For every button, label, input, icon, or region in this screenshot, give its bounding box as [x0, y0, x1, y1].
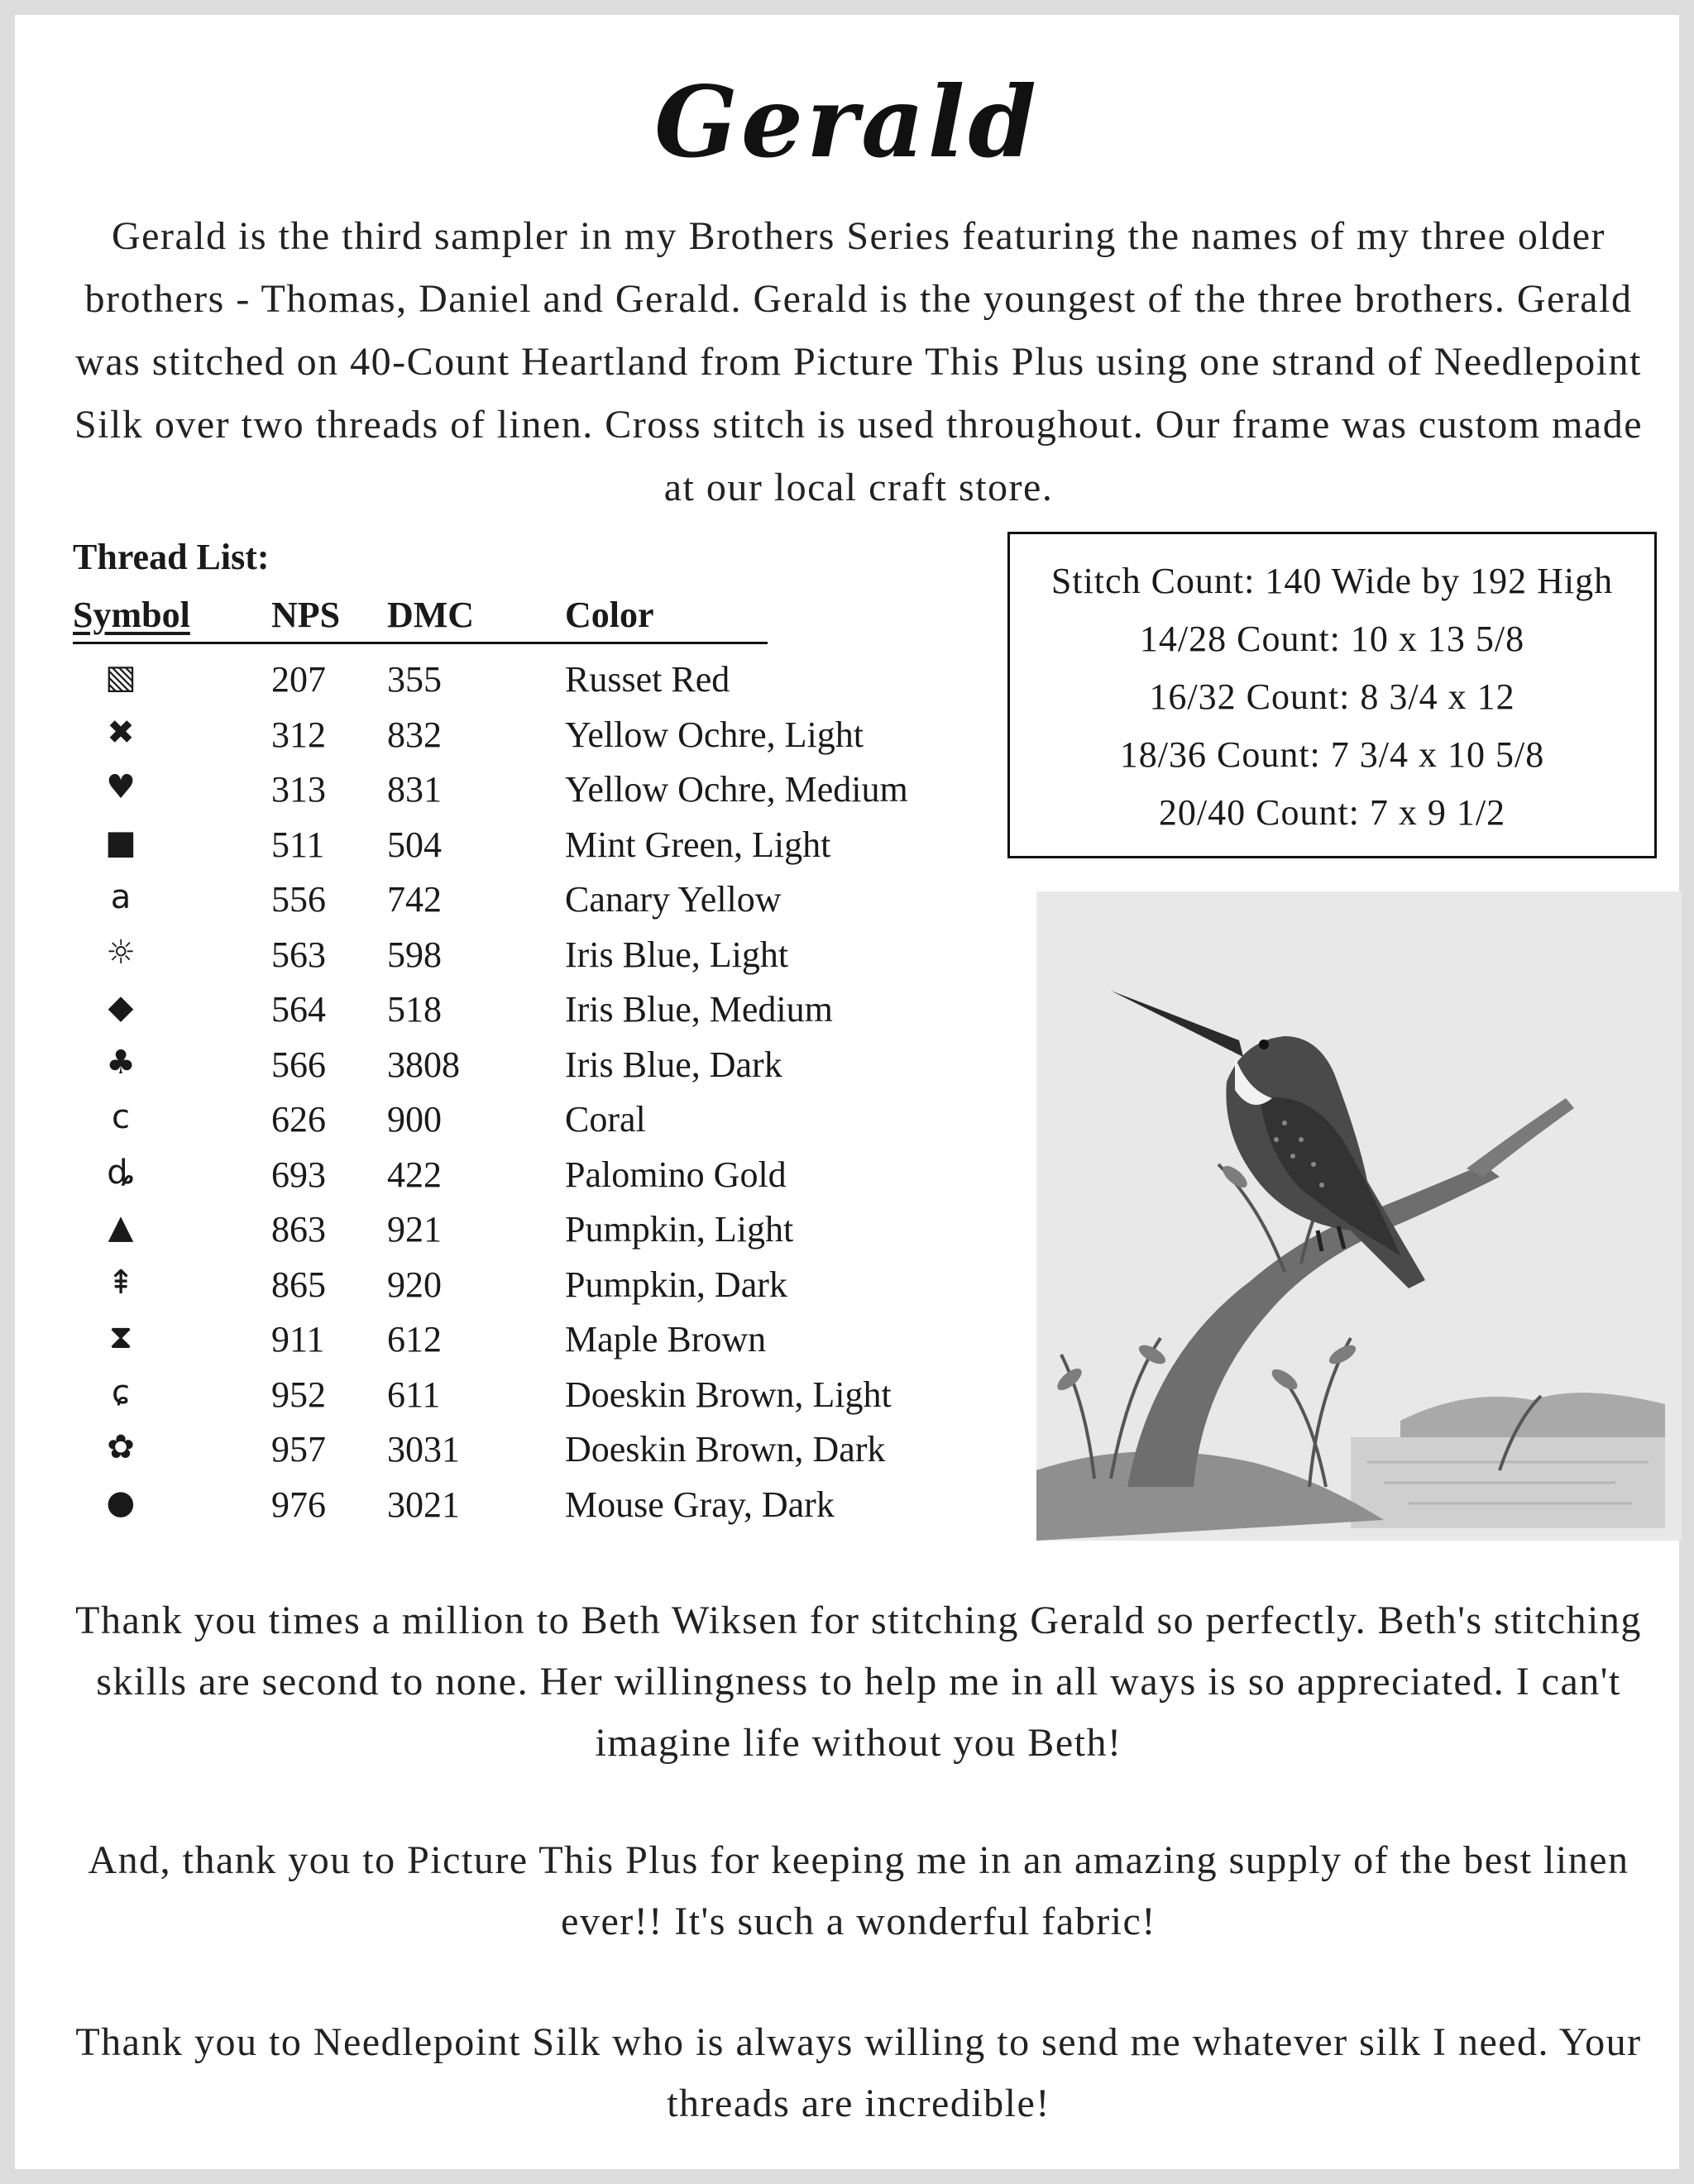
thread-color-name: Coral — [565, 1099, 646, 1140]
club-icon: ♣ — [106, 1043, 136, 1082]
thread-row — [73, 1475, 991, 1531]
thread-nps: 564 — [271, 989, 326, 1030]
thread-dmc: 422 — [387, 1154, 442, 1195]
header-nps: NPS — [271, 595, 341, 635]
thread-row — [73, 1090, 991, 1145]
thread-row — [73, 1035, 991, 1091]
thread-dmc: 3808 — [387, 1044, 460, 1085]
thread-nps: 911 — [271, 1319, 325, 1360]
letter-c-icon: c — [112, 1098, 130, 1136]
cross-x-icon: ✖ — [107, 713, 135, 752]
thread-nps: 313 — [271, 769, 326, 810]
pattern-page — [15, 15, 1679, 2169]
thread-color-name: Iris Blue, Dark — [565, 1044, 782, 1085]
thread-nps: 693 — [271, 1154, 326, 1195]
hatched-square-icon: ▧ — [105, 658, 136, 696]
stitch-count-line: 18/36 Count: 7 3/4 x 10 5/8 — [1119, 734, 1545, 775]
thread-nps: 865 — [271, 1264, 326, 1305]
thread-dmc: 598 — [387, 934, 442, 975]
thread-row — [73, 705, 991, 761]
thread-color-name: Pumpkin, Light — [565, 1209, 794, 1250]
thread-nps: 976 — [271, 1484, 326, 1525]
header-rule — [73, 642, 768, 644]
thread-dmc: 3031 — [387, 1429, 460, 1470]
thanks-beth: Thank you times a million to Beth Wiksen for stitching Gerald so perfectly. Beth's stitching skills are second to none. Her willingness to help me in all ways is so appreciated. I can't imagine life without you Beth! — [75, 1599, 1642, 1765]
filled-circle-icon: ● — [106, 1483, 136, 1522]
heart-icon: ♥ — [106, 768, 136, 806]
thread-row — [73, 1420, 991, 1475]
thread-dmc: 832 — [387, 714, 442, 755]
thread-color-name: Doeskin Brown, Dark — [565, 1429, 886, 1470]
thread-row — [73, 1200, 991, 1255]
stitch-count-line: Stitch Count: 140 Wide by 192 High — [1050, 561, 1614, 601]
header-symbol: Symbol — [73, 595, 190, 635]
thread-row — [73, 1145, 991, 1201]
thread-color-name: Yellow Ochre, Medium — [565, 769, 908, 810]
thread-color-name: Mouse Gray, Dark — [565, 1484, 835, 1525]
thread-color-name: Russet Red — [565, 659, 730, 700]
stitch-count-box — [1007, 532, 1657, 858]
thread-color-name: Maple Brown — [565, 1319, 767, 1360]
stitch-count-line: 16/32 Count: 8 3/4 x 12 — [1149, 676, 1515, 717]
thread-color-name: Doeskin Brown, Light — [565, 1374, 892, 1415]
stitch-count-line: 14/28 Count: 10 x 13 5/8 — [1139, 619, 1525, 659]
thread-dmc: 920 — [387, 1264, 442, 1305]
thread-row — [73, 760, 991, 815]
thread-nps: 563 — [271, 934, 326, 975]
letter-a-icon: a — [110, 878, 132, 916]
thread-nps: 626 — [271, 1099, 326, 1140]
intro-paragraph: Gerald is the third sampler in my Brothers Series featuring the names of my three older brothers - Thomas, Daniel and Gerald. Gerald is the youngest of the three brothers. Gerald was stitched on 40-Count Heartland from Picture This Plus using one strand of Needlepoint Silk over two threads of linen. Cross stitch is used throughout. Our frame was custom made at our local craft store. — [74, 214, 1644, 509]
thread-table-header — [73, 594, 991, 642]
thread-dmc: 518 — [387, 989, 442, 1030]
thread-rows — [73, 650, 991, 1530]
filled-square-icon: ■ — [105, 823, 136, 862]
thread-nps: 863 — [271, 1209, 326, 1250]
thread-color-name: Pumpkin, Dark — [565, 1264, 787, 1305]
thread-row — [73, 870, 991, 925]
triangle-icon: ▲ — [108, 1208, 134, 1246]
thread-nps: 556 — [271, 879, 326, 920]
header-dmc: DMC — [387, 595, 475, 635]
thread-table — [73, 594, 991, 1525]
thread-color-name: Mint Green, Light — [565, 824, 831, 865]
thread-nps: 952 — [271, 1374, 326, 1415]
thread-row — [73, 980, 991, 1035]
header-color: Color — [565, 595, 654, 635]
thread-dmc: 612 — [387, 1319, 442, 1360]
thread-row — [73, 1365, 991, 1421]
stitch-count-line: 20/40 Count: 7 x 9 1/2 — [1158, 792, 1506, 833]
diamond-icon: ◆ — [108, 988, 134, 1026]
thread-row — [73, 650, 991, 705]
thread-nps: 312 — [271, 714, 326, 755]
thread-dmc: 831 — [387, 769, 442, 810]
thread-dmc: 3021 — [387, 1484, 460, 1525]
thread-nps: 207 — [271, 659, 326, 700]
hourglass-icon: ⧗ — [108, 1318, 133, 1356]
thread-dmc: 611 — [387, 1374, 441, 1415]
thread-row — [73, 1255, 991, 1311]
thread-dmc: 504 — [387, 824, 442, 865]
kingfisher-illustration — [1036, 891, 1682, 1541]
sun-icon: ☼ — [106, 933, 136, 972]
thread-dmc: 921 — [387, 1209, 442, 1250]
thread-color-name: Yellow Ochre, Light — [565, 714, 864, 755]
thread-row — [73, 1310, 991, 1365]
thread-dmc: 742 — [387, 879, 442, 920]
thread-row — [73, 815, 991, 871]
thread-nps: 511 — [271, 824, 325, 865]
thanks-needlepoint-silk: Thank you to Needlepoint Silk who is always willing to send me whatever silk I need. Your threads are incredible! — [75, 2020, 1642, 2125]
thanks-picture-this-plus: And, thank you to Picture This Plus for keeping me in an amazing supply of the best linen ever!! It's such a wonderful fabric! — [88, 1838, 1629, 1943]
thread-dmc: 900 — [387, 1099, 442, 1140]
thread-row — [73, 925, 991, 981]
thread-nps: 957 — [271, 1429, 326, 1470]
thread-list-heading: Thread List: — [73, 537, 270, 577]
thread-color-name: Iris Blue, Medium — [565, 989, 833, 1030]
thread-nps: 566 — [271, 1044, 326, 1085]
flower-icon: ✿ — [107, 1428, 135, 1466]
thread-dmc: 355 — [387, 659, 442, 700]
page-title: Gerald — [654, 65, 1040, 179]
curl-d-icon: ȡ — [107, 1153, 135, 1192]
thread-color-name: Iris Blue, Light — [565, 934, 789, 975]
thread-color-name: Canary Yellow — [565, 879, 782, 920]
tree-arrow-icon: ⇞ — [107, 1263, 135, 1302]
spiral-icon: ɕ — [112, 1373, 130, 1412]
thread-color-name: Palomino Gold — [565, 1154, 787, 1195]
